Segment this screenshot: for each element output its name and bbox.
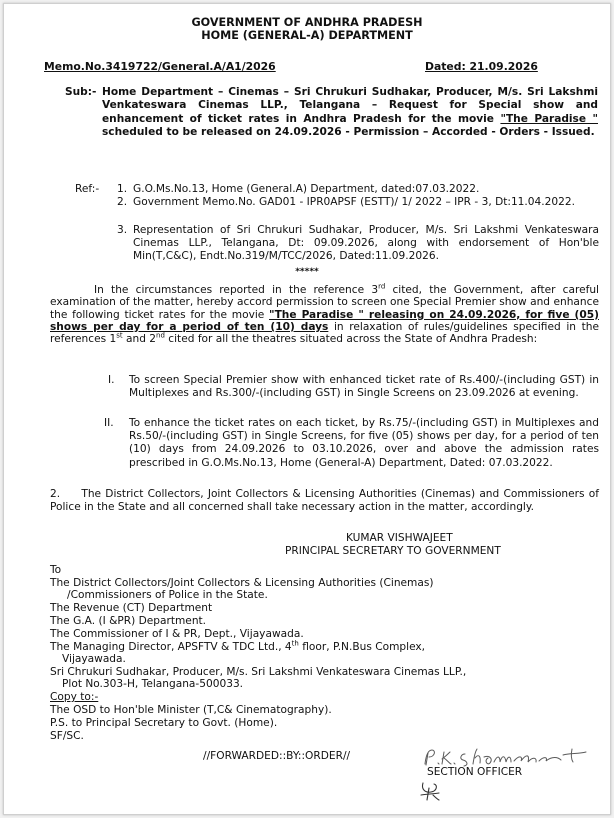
recipient: The Commissioner of I & PR, Dept., Vijayawada.: [50, 628, 304, 640]
memo-page: [3, 3, 611, 815]
subject-label: Sub:-: [65, 86, 97, 98]
signatory-name: KUMAR VISHWAJEET: [346, 532, 453, 544]
paragraph-one: In the circumstances reported in the reference 3rd cited, the Government, after careful examination of the matter, hereby accord permission to screen one Special Premier show and enhance the following ticket rates for the movie "The Paradise " releasing on 24.09.2026, for five (05) shows per day for a period of ten (10) days in relaxation of rules/guidelines specified in the references 1st and 2nd cited for all the theatres situated across the State of Andhra Pradesh:: [50, 282, 600, 346]
reference-item: G.O.Ms.No.13, Home (General.A) Department, dated:07.03.2022.: [133, 183, 480, 195]
reference-label: Ref:-: [75, 183, 100, 195]
movie-title: "The Paradise ": [500, 112, 598, 125]
separator-stars: *****: [295, 267, 319, 277]
signatory-title: PRINCIPAL SECRETARY TO GOVERNMENT: [285, 545, 501, 557]
section-officer-label: SECTION OFFICER: [427, 766, 523, 778]
recipient: The Managing Director, APSFTV & TDC Ltd., 4th floor, P.N.Bus Complex,: [50, 639, 426, 653]
reference-number: 1.: [117, 183, 128, 195]
memo-number: Memo.No.3419722/General.A/A1/2026: [44, 60, 276, 73]
release-highlight: "The Paradise " releasing on 24.09.2026, for five (05) shows per day for a period of ten (10) days: [50, 308, 599, 333]
copy-to-label: Copy to:-: [50, 691, 99, 703]
reference-item: Government Memo.No. GAD01 - IPR0APSF (ESTT)/ 1/ 2022 – IPR - 3, Dt:11.04.2022.: [133, 196, 575, 208]
recipient: Plot No.303-H, Telangana-500033.: [62, 678, 244, 690]
to-label: To: [50, 564, 62, 576]
order-item: To enhance the ticket rates on each ticket, by Rs.75/-(including GST) in Multiplexes and Rs.50/-(including GST) in Single Screens, for five (05) shows per day, for a period of ten (10) days from 24.09.2026 to 03.10.2026, over and above the admission rates prescribed in G.O.Ms.No.13, Home (General-A) Department, Dated: 07.03.2022.: [129, 417, 599, 469]
recipient: The G.A. (I &PR) Department.: [50, 615, 207, 627]
paragraph-two: 2. The District Collectors, Joint Collectors & Licensing Authorities (Cinemas) and Commissioners of Police in the State and all concerned shall take necessary action in the matter, accordingly.: [50, 488, 603, 514]
forwarded-by-order: //FORWARDED::BY::ORDER//: [203, 750, 351, 762]
recipient: The Revenue (CT) Department: [50, 602, 213, 614]
order-item-number: I.: [108, 374, 115, 386]
recipient: Sri Chrukuri Sudhakar, Producer, M/s. Sri Lakshmi Venkateswara Cinemas LLP.,: [50, 666, 467, 678]
recipient: Vijayawada.: [62, 653, 126, 665]
reference-number: 2.: [117, 196, 128, 208]
recipient: The District Collectors/Joint Collectors & Licensing Authorities (Cinemas): [50, 577, 434, 589]
copy-recipient: SF/SC.: [50, 730, 84, 742]
subject-text: Home Department – Cinemas – Sri Chrukuri Sudhakar, Producer, M/s. Sri Lakshmi Venkateswara Cinemas LLP., Telangana – Request for Special show and enhancement of ticket rates in Andhra Pradesh for the movie "The Paradise " scheduled to be released on 24.09.2026 - Permission – Accorded - Orders - Issued.: [102, 86, 598, 139]
order-item-number: II.: [104, 417, 114, 429]
reference-number: 3.: [117, 224, 128, 236]
reference-item: Representation of Sri Chrukuri Sudhakar, Producer, M/s. Sri Lakshmi Venkateswara Cinemas LLP., Telangana, Dt: 09.09.2026, along with endorsement of Hon'ble Min(T,C&C), Endt.No.319/M/TCC/2026, Dated:11.09.2026.: [133, 224, 599, 263]
copy-recipient: P.S. to Principal Secretary to Govt. (Home).: [50, 717, 278, 729]
department-heading: HOME (GENERAL-A) DEPARTMENT: [201, 29, 413, 42]
memo-date: Dated: 21.09.2026: [425, 60, 538, 73]
copy-recipient: The OSD to Hon'ble Minister (T,C& Cinematography).: [50, 704, 332, 716]
initials-mark: [417, 779, 443, 803]
government-heading: GOVERNMENT OF ANDHRA PRADESH: [191, 16, 423, 29]
order-item: To screen Special Premier show with enhanced ticket rate of Rs.400/-(including GST) in Multiplexes and Rs.300/-(including GST) in Single Screens on 23.09.2026 at evening.: [129, 374, 599, 400]
recipient: /Commissioners of Police in the State.: [67, 589, 268, 601]
